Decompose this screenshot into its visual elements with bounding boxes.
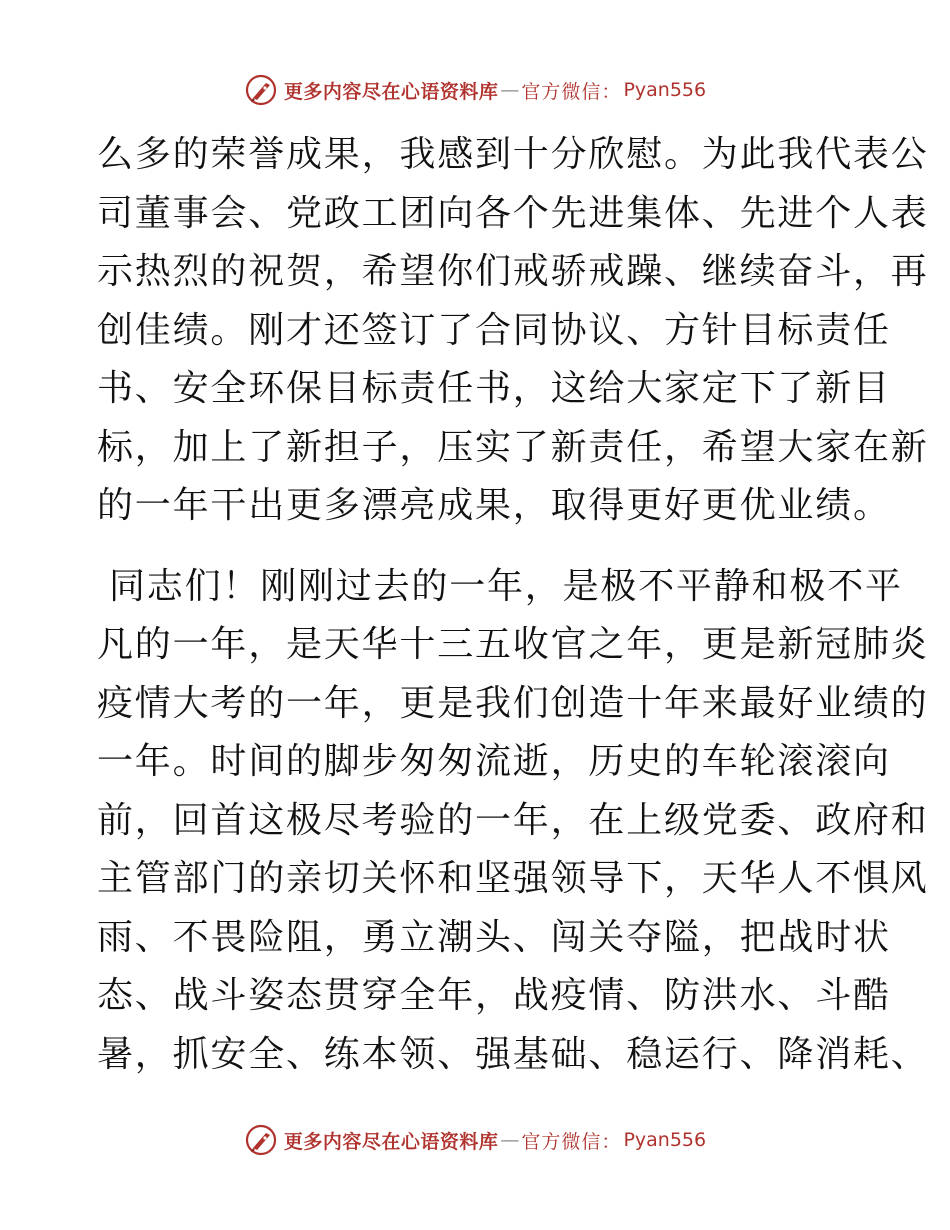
text-line: 雨、不畏险阻，勇立潮头、闯关夺隘，把战时状 bbox=[97, 916, 891, 958]
text-line: 疫情大考的一年，更是我们创造十年来最好业绩的 bbox=[97, 682, 929, 724]
quill-pen-logo-icon bbox=[244, 73, 278, 107]
text-line: 创佳绩。刚才还签订了合同协议、方针目标责任 bbox=[97, 309, 891, 351]
text-line: 主管部门的亲切关怀和坚强领导下，天华人不惧风 bbox=[97, 858, 929, 899]
footer-site-text: 更多内容尽在心语资料库 bbox=[283, 1130, 499, 1153]
footer-banner bbox=[0, 1118, 950, 1162]
document-body bbox=[97, 126, 929, 1084]
footer-wechat-label: 官方微信： bbox=[521, 1130, 622, 1153]
text-line: 标，加上了新担子，压实了新责任，希望大家在新 bbox=[97, 426, 929, 468]
text-line: 凡的一年，是天华十三五收官之年，更是新冠肺炎 bbox=[97, 624, 929, 665]
text-line: 书、安全环保目标责任书，这给大家定下了新目 bbox=[97, 368, 891, 409]
text-line: 同志们！刚刚过去的一年，是极不平静和极不平 bbox=[109, 565, 903, 607]
text-line: 一年。时间的脚步匆匆流逝，历史的车轮滚滚向 bbox=[97, 741, 891, 782]
text-line: 司董事会、党政工团向各个先进集体、先进个人表 bbox=[97, 192, 929, 234]
header-wechat-label: 官方微信： bbox=[521, 80, 622, 103]
text-line: 示热烈的祝贺，希望你们戒骄戒躁、继续奋斗，再 bbox=[97, 251, 929, 292]
quill-pen-logo-icon bbox=[244, 1123, 278, 1157]
paragraph-2 bbox=[97, 558, 929, 1085]
text-line: 前，回首这极尽考验的一年，在上级党委、政府和 bbox=[97, 799, 929, 841]
text-line: 的一年干出更多漂亮成果，取得更好更优业绩。 bbox=[97, 485, 891, 526]
header-site-text: 更多内容尽在心语资料库 bbox=[283, 80, 499, 103]
paragraph-gap bbox=[97, 536, 867, 558]
text-line: 么多的荣誉成果，我感到十分欣慰。为此我代表公 bbox=[97, 134, 929, 175]
paragraph-1 bbox=[97, 126, 929, 536]
text-line: 态、战斗姿态贯穿全年，战疫情、防洪水、斗酷 bbox=[97, 975, 891, 1016]
header-wechat-id: Pyan556 bbox=[623, 79, 707, 101]
footer-separator: — bbox=[500, 1129, 520, 1151]
footer-wechat-id: Pyan556 bbox=[623, 1129, 707, 1151]
header-banner bbox=[0, 68, 950, 112]
text-line: 暑，抓安全、练本领、强基础、稳运行、降消耗、 bbox=[97, 1033, 929, 1075]
header-separator: — bbox=[500, 79, 520, 101]
